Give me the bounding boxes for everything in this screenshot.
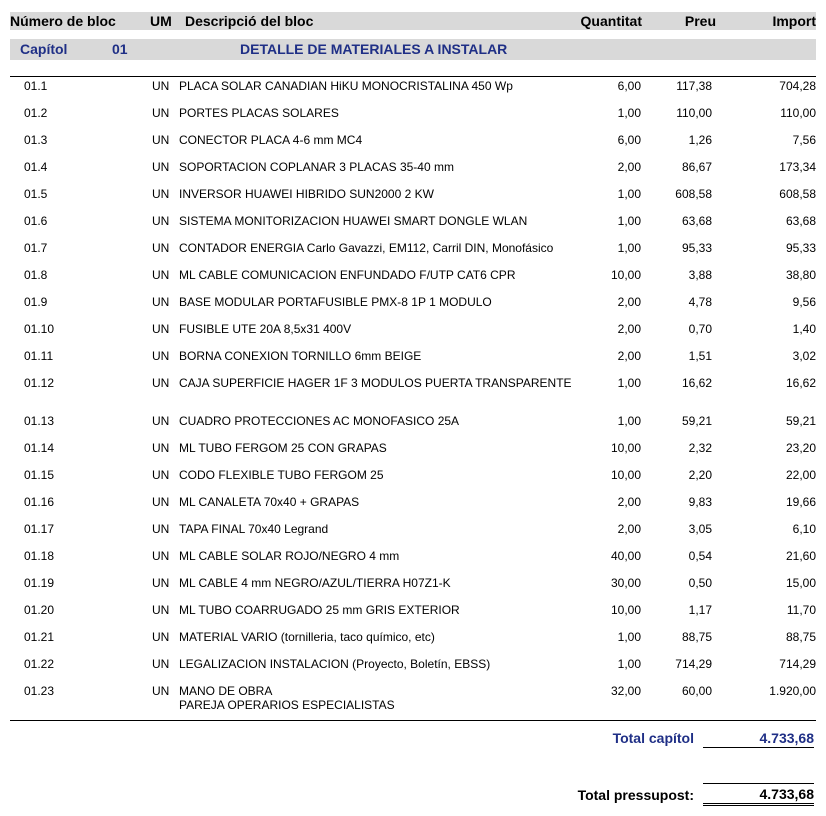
item-unit: UN <box>152 187 170 201</box>
chapter-number: 01 <box>112 41 128 57</box>
item-price: 60,00 <box>681 684 712 698</box>
col-header-quantity: Quantitat <box>580 13 642 29</box>
item-quantity: 1,00 <box>617 657 641 671</box>
item-description: SISTEMA MONITORIZACION HUAWEI SMART DONGLE WLAN <box>179 214 528 228</box>
item-price: 1,51 <box>688 349 712 363</box>
item-description: CONTADOR ENERGIA Carlo Gavazzi, EM112, Carril DIN, Monofásico <box>179 241 554 255</box>
item-quantity: 1,00 <box>617 214 641 228</box>
item-price: 4,78 <box>688 295 712 309</box>
item-price: 3,88 <box>688 268 712 282</box>
item-amount: 110,00 <box>780 106 816 120</box>
item-description: MANO DE OBRA <box>179 684 273 698</box>
item-quantity: 32,00 <box>610 684 641 698</box>
item-amount: 59,21 <box>785 414 816 428</box>
item-price: 0,54 <box>688 549 712 563</box>
item-quantity: 2,00 <box>617 322 641 336</box>
item-amount: 95,33 <box>785 241 816 255</box>
item-amount: 1.920,00 <box>769 684 816 698</box>
item-unit: UN <box>152 322 170 336</box>
item-description: SOPORTACION COPLANAR 3 PLACAS 35-40 mm <box>179 160 454 174</box>
item-description: INVERSOR HUAWEI HIBRIDO SUN2000 2 KW <box>179 187 434 201</box>
item-unit: UN <box>152 603 170 617</box>
item-code: 01.21 <box>24 630 55 644</box>
item-price: 16,62 <box>681 376 712 390</box>
item-description: BASE MODULAR PORTAFUSIBLE PMX-8 1P 1 MODULO <box>179 295 492 309</box>
table-row <box>0 79 826 106</box>
table-row <box>0 576 826 603</box>
item-unit: UN <box>152 133 170 147</box>
item-description: TAPA FINAL 70x40 Legrand <box>179 522 329 536</box>
item-amount: 714,29 <box>779 657 816 671</box>
item-amount: 11,70 <box>786 603 816 617</box>
table-row <box>0 106 826 133</box>
total-chapter-value: 4.733,68 <box>759 730 814 746</box>
item-quantity: 2,00 <box>617 160 641 174</box>
item-unit: UN <box>152 468 170 482</box>
item-description: CAJA SUPERFICIE HAGER 1F 3 MODULOS PUERTA TRANSPARENTE <box>179 376 572 390</box>
item-price: 88,75 <box>681 630 712 644</box>
item-description: PORTES PLACAS SOLARES <box>179 106 339 120</box>
total-budget-value: 4.733,68 <box>759 786 814 802</box>
item-description: BORNA CONEXION TORNILLO 6mm BEIGE <box>179 349 422 363</box>
item-code: 01.9 <box>24 295 48 309</box>
item-amount: 21,60 <box>785 549 816 563</box>
items-table <box>0 79 826 722</box>
col-header-price: Preu <box>684 13 716 29</box>
item-price: 0,50 <box>688 576 712 590</box>
item-code: 01.1 <box>24 79 48 93</box>
item-amount: 1,40 <box>792 322 816 336</box>
item-description: LEGALIZACION INSTALACION (Proyecto, Boletín, EBSS) <box>179 657 491 671</box>
item-unit: UN <box>152 441 170 455</box>
item-quantity: 30,00 <box>610 576 641 590</box>
item-code: 01.4 <box>24 160 48 174</box>
table-row <box>0 549 826 576</box>
item-description: CONECTOR PLACA 4-6 mm MC4 <box>179 133 363 147</box>
item-quantity: 10,00 <box>610 268 641 282</box>
item-code: 01.23 <box>24 684 55 698</box>
item-price: 1,26 <box>688 133 712 147</box>
table-row <box>0 603 826 630</box>
item-price: 59,21 <box>681 414 712 428</box>
item-price: 9,83 <box>688 495 712 509</box>
item-amount: 63,68 <box>785 214 816 228</box>
col-header-code: Número de bloc <box>10 13 116 29</box>
item-unit: UN <box>152 79 170 93</box>
item-unit: UN <box>152 268 170 282</box>
item-amount: 88,75 <box>785 630 816 644</box>
col-header-amount: Import <box>772 13 816 29</box>
item-price: 110,00 <box>676 106 712 120</box>
item-code: 01.2 <box>24 106 48 120</box>
item-code: 01.11 <box>24 349 54 363</box>
item-price: 2,32 <box>688 441 712 455</box>
item-description: PLACA SOLAR CANADIAN HiKU MONOCRISTALINA 450 Wp <box>179 79 513 93</box>
item-code: 01.10 <box>24 322 55 336</box>
item-price: 0,70 <box>688 322 712 336</box>
item-quantity: 1,00 <box>617 241 641 255</box>
item-unit: UN <box>152 684 170 698</box>
table-row <box>0 349 826 376</box>
item-unit: UN <box>152 106 170 120</box>
table-row <box>0 295 826 322</box>
item-code: 01.20 <box>24 603 55 617</box>
item-description: ML CABLE SOLAR ROJO/NEGRO 4 mm <box>179 549 400 563</box>
item-unit: UN <box>152 657 170 671</box>
chapter-title: DETALLE DE MATERIALES A INSTALAR <box>240 41 508 57</box>
item-code: 01.8 <box>24 268 48 282</box>
item-amount: 15,00 <box>785 576 816 590</box>
item-code: 01.17 <box>24 522 55 536</box>
item-quantity: 1,00 <box>617 414 641 428</box>
table-row <box>0 268 826 295</box>
item-amount: 23,20 <box>785 441 816 455</box>
table-row <box>0 468 826 495</box>
item-description: ML CABLE COMUNICACION ENFUNDADO F/UTP CAT6 CPR <box>179 268 516 282</box>
table-row <box>0 657 826 684</box>
item-amount: 173,34 <box>779 160 816 174</box>
item-amount: 7,56 <box>792 133 816 147</box>
total-budget-overline <box>703 783 814 784</box>
table-row <box>0 522 826 549</box>
table-row <box>0 495 826 522</box>
item-quantity: 1,00 <box>617 106 641 120</box>
item-amount: 6,10 <box>792 522 816 536</box>
item-code: 01.12 <box>24 376 55 390</box>
item-quantity: 10,00 <box>610 603 641 617</box>
item-code: 01.6 <box>24 214 48 228</box>
item-amount: 9,56 <box>792 295 816 309</box>
table-row <box>0 684 826 722</box>
item-code: 01.19 <box>24 576 55 590</box>
table-row <box>0 187 826 214</box>
table-row <box>0 160 826 187</box>
item-unit: UN <box>152 576 170 590</box>
table-top-divider <box>10 76 816 77</box>
table-row <box>0 133 826 160</box>
item-unit: UN <box>152 376 170 390</box>
total-chapter-label: Total capítol <box>612 730 694 746</box>
item-price: 2,20 <box>688 468 712 482</box>
item-description-detail: PAREJA OPERARIOS ESPECIALISTAS <box>179 698 395 712</box>
item-code: 01.14 <box>24 441 55 455</box>
item-code: 01.13 <box>24 414 55 428</box>
item-unit: UN <box>152 522 170 536</box>
item-quantity: 1,00 <box>617 187 641 201</box>
table-row <box>0 241 826 268</box>
table-bottom-divider <box>10 720 816 721</box>
chapter-label: Capítol <box>20 41 68 57</box>
item-unit: UN <box>152 295 170 309</box>
item-unit: UN <box>152 241 170 255</box>
item-quantity: 1,00 <box>617 630 641 644</box>
item-code: 01.18 <box>24 549 55 563</box>
table-row <box>0 322 826 349</box>
col-header-um: UM <box>150 13 172 29</box>
item-amount: 38,80 <box>785 268 816 282</box>
item-amount: 16,62 <box>785 376 816 390</box>
item-unit: UN <box>152 414 170 428</box>
item-description: CODO FLEXIBLE TUBO FERGOM 25 <box>179 468 384 482</box>
item-description: ML CANALETA 70x40 + GRAPAS <box>179 495 360 509</box>
item-price: 1,17 <box>688 603 712 617</box>
item-quantity: 6,00 <box>617 79 641 93</box>
item-unit: UN <box>152 160 170 174</box>
item-price: 3,05 <box>688 522 712 536</box>
item-code: 01.5 <box>24 187 48 201</box>
item-description: ML TUBO COARRUGADO 25 mm GRIS EXTERIOR <box>179 603 460 617</box>
item-amount: 608,58 <box>779 187 816 201</box>
item-unit: UN <box>152 214 170 228</box>
total-chapter-underline <box>703 747 814 748</box>
table-row <box>0 214 826 241</box>
chapter-bar <box>10 39 816 60</box>
item-amount: 19,66 <box>785 495 816 509</box>
item-quantity: 2,00 <box>617 349 641 363</box>
item-price: 63,68 <box>681 214 712 228</box>
item-description: CUADRO PROTECCIONES AC MONOFASICO 25A <box>179 414 460 428</box>
total-budget-label: Total pressupost: <box>577 787 694 803</box>
total-budget-double-underline <box>703 803 814 806</box>
table-row <box>0 630 826 657</box>
item-code: 01.3 <box>24 133 48 147</box>
item-unit: UN <box>152 495 170 509</box>
item-code: 01.16 <box>24 495 55 509</box>
column-header-bar <box>10 12 816 30</box>
item-price: 95,33 <box>681 241 712 255</box>
item-code: 01.7 <box>24 241 48 255</box>
col-header-description: Descripció del bloc <box>185 13 314 29</box>
item-price: 608,58 <box>675 187 712 201</box>
item-description: FUSIBLE UTE 20A 8,5x31 400V <box>179 322 352 336</box>
item-description: ML TUBO FERGOM 25 CON GRAPAS <box>179 441 387 455</box>
table-row <box>0 441 826 468</box>
item-price: 117,38 <box>676 79 712 93</box>
item-description: ML CABLE 4 mm NEGRO/AZUL/TIERRA H07Z1-K <box>179 576 451 590</box>
table-row <box>0 376 826 414</box>
item-price: 714,29 <box>675 657 712 671</box>
item-quantity: 2,00 <box>617 522 641 536</box>
item-unit: UN <box>152 630 170 644</box>
item-quantity: 40,00 <box>610 549 641 563</box>
item-price: 86,67 <box>681 160 712 174</box>
item-quantity: 2,00 <box>617 495 641 509</box>
item-unit: UN <box>152 349 170 363</box>
table-row <box>0 414 826 441</box>
item-description: MATERIAL VARIO (tornilleria, taco químico, etc) <box>179 630 435 644</box>
item-code: 01.22 <box>24 657 55 671</box>
item-quantity: 1,00 <box>617 376 641 390</box>
item-quantity: 10,00 <box>610 441 641 455</box>
item-code: 01.15 <box>24 468 55 482</box>
item-amount: 22,00 <box>785 468 816 482</box>
item-amount: 704,28 <box>779 79 816 93</box>
item-quantity: 6,00 <box>617 133 641 147</box>
item-amount: 3,02 <box>792 349 816 363</box>
item-unit: UN <box>152 549 170 563</box>
item-quantity: 10,00 <box>610 468 641 482</box>
item-quantity: 2,00 <box>617 295 641 309</box>
